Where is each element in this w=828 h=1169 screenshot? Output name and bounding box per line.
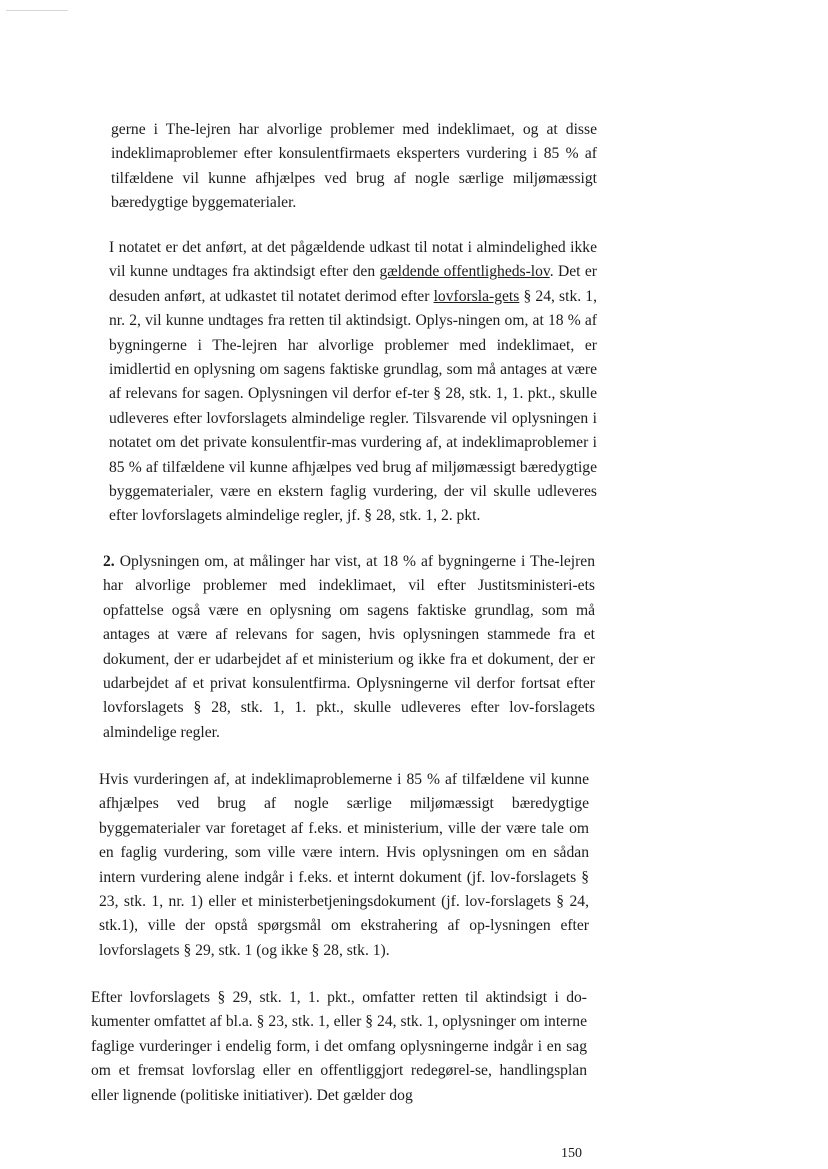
paragraph-point-2	[103, 550, 595, 745]
scan-mark	[6, 10, 68, 11]
paragraph-notat	[109, 236, 597, 529]
paragraph-aktindsigt: Efter lovforslagets § 29, stk. 1, 1. pkt., omfatter retten til aktindsigt i do-kumenter omfattet af bl.a. § 23, stk. 1, eller § 24, stk. 1, oplysninger om interne faglige vurderinger i endelig form, i det omfang oplysningerne indgår i en sag om et fremsat lovforslag eller en offentliggjort redegørel-se, handlingsplan eller lignende (politiske initiativer). Det gælder dog	[91, 989, 587, 1104]
paragraph-notat-text-1: I notatet er det anført, at det pågældende udkast til notat i almindelighed ikke vil kunne undtages fra aktindsigt efter den	[109, 239, 597, 281]
paragraph-vurdering: Hvis vurderingen af, at indeklimaproblemerne i 85 % af tilfældene vil kunne afhjælpes ved brug af nogle særlige miljømæssigt bæredygtige byggematerialer var foretaget af f.eks. et ministerium, ville der være tale om en faglig vurdering, som ville være intern. Hvis oplysningen om en sådan intern vurdering alene indgår i f.eks. et internt dokument (jf. lov-forslagets § 23, stk. 1, nr. 1) eller et ministerbetjeningsdokument (jf. lov-forslagets § 24, stk.1), ville der opstå spørgsmål om ekstrahering af op-lysningen efter lovforslagets § 29, stk. 1 (og ikke § 28, stk. 1).	[99, 771, 589, 959]
paragraph-intro: gerne i The-lejren har alvorlige problemer med indeklimaet, og at disse indeklimaproblemer efter konsulentfirmaets eksperters vurdering i 85 % af tilfældene vil kunne afhjælpes ved brug af nogle særlige miljømæssigt bæredygtige byggematerialer.	[111, 121, 597, 212]
page-number: 150	[561, 1146, 582, 1161]
paragraph-point-2-text: Oplysningen om, at målinger har vist, at 18 % af bygningerne i The-lejren har alvorlige problemer med indeklimaet, vil efter Justitsministeri-ets opfattelse også være en oplysning om sagens faktiske grundlag, som må antages at være af relevans for sagen, hvis oplysningen stammede fra et dokument, der er udarbejdet af et ministerium og ikke fra et dokument, der er udarbejdet af et privat konsulentfirma. Oplysningerne vil derfor fortsat efter lovforslagets § 28, stk. 1, 1. pkt., skulle udleveres efter lov-forslagets almindelige regler.	[103, 553, 595, 741]
paragraph-notat-text-3: § 24, stk. 1, nr. 2, vil kunne undtages fra retten til aktindsigt. Oplys-ningen om, at 18 % af bygningerne i The-lejren har alvorlige problemer med indeklimaet, er imidlertid en oplysning om sagens faktiske grundlag, som må antages at være af relevans for sagen. Oplysningen vil derfor ef-ter § 28, stk. 1, 1. pkt., skulle udleveres efter lovforslagets almindelige regler. Tilsvarende vil oplysningen i notatet om det private konsulentfir-mas vurdering af, at indeklimaproblemer i 85 % af tilfældene vil kunne afhjælpes ved brug af miljømæssigt bæredygtige byggematerialer, være en ekstern faglig vurdering, der vil skulle udleveres efter lovforslagets almindelige regler, jf. § 28, stk. 1, 2. pkt.	[109, 287, 597, 525]
paragraph-notat-text-2: . Det er desuden anført, at udkastet til notatet derimod efter	[109, 263, 598, 305]
reference-lovforslagets: lovforsla-gets	[433, 287, 520, 305]
point-number: 2.	[103, 553, 115, 570]
reference-offentlighedslov: gældende offentligheds-lov	[379, 263, 550, 281]
